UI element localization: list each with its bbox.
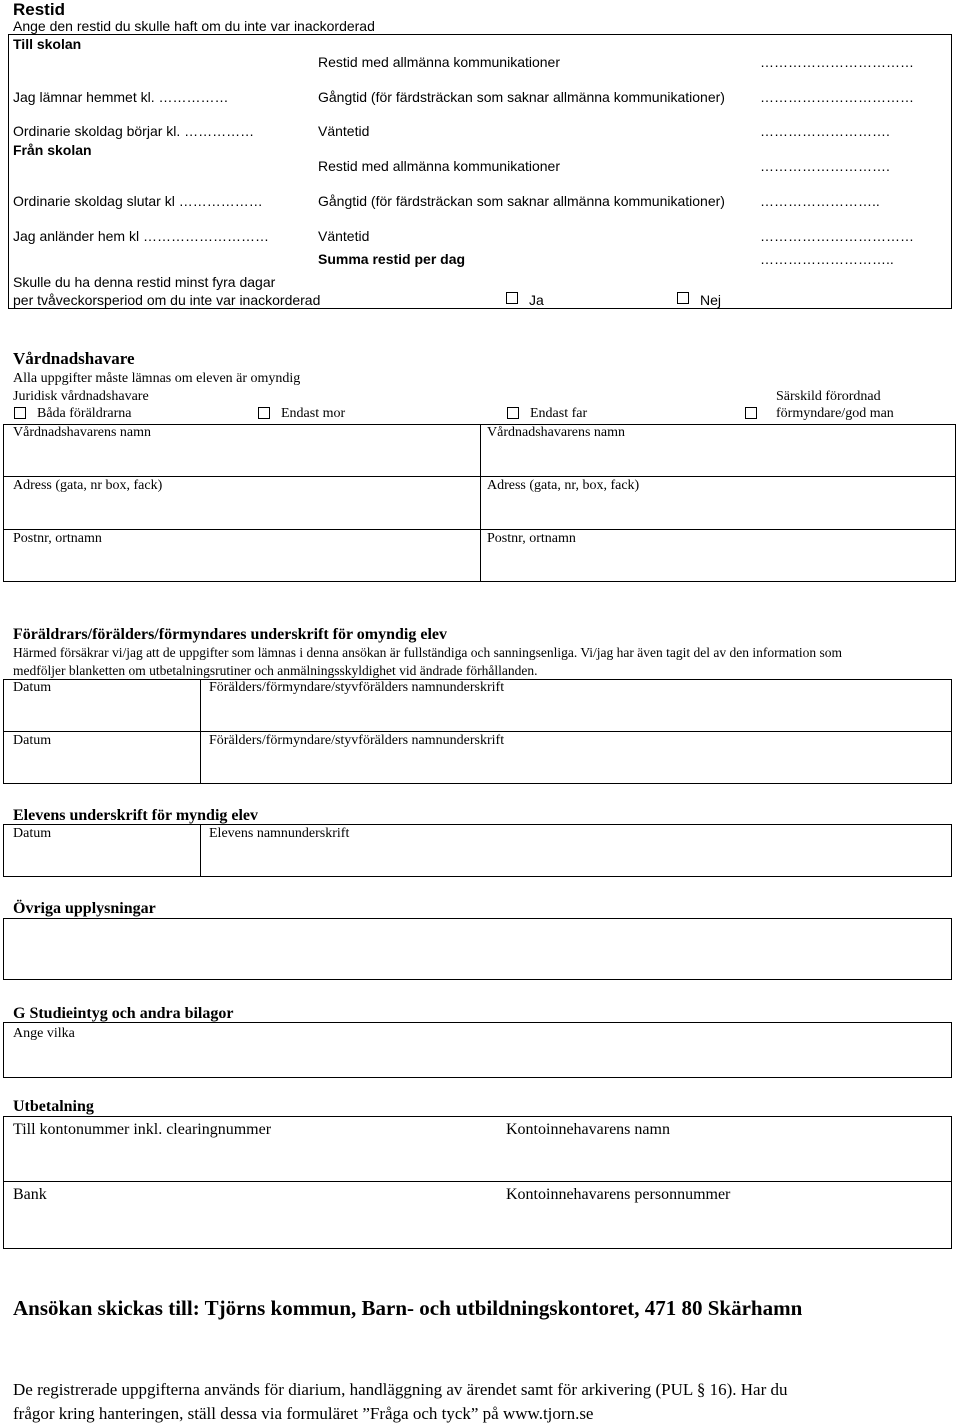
section-title-bilagor: G Studieintyg och andra bilagor xyxy=(13,1005,234,1022)
elev-namnunderskrift-field[interactable]: Elevens namnunderskrift xyxy=(209,826,350,841)
formyndare-label: förmyndare/god man xyxy=(776,406,894,421)
kontonummer-field[interactable]: Till kontonummer inkl. clearingnummer xyxy=(13,1121,272,1138)
formyndare-checkbox[interactable] xyxy=(745,407,757,419)
anlander-hem-field[interactable]: Jag anländer hem kl ……………………… xyxy=(13,228,269,244)
grid-divider xyxy=(480,424,481,582)
endast-far-label: Endast far xyxy=(530,406,588,421)
bada-foraldrarna-label: Båda föräldrarna xyxy=(37,406,132,421)
vardnadshavare-namn-field-left[interactable]: Vårdnadshavarens namn xyxy=(13,425,152,440)
adress-field-right[interactable]: Adress (gata, nr, box, fack) xyxy=(487,478,640,493)
gangtid-label-1: Gångtid (för färdsträckan som saknar allmänna kommunikationer) xyxy=(318,89,725,105)
restid-instruction: Ange den restid du skulle haft om du inte var inackorderad xyxy=(13,18,375,34)
footer-text-line1: De registrerade uppgifterna används för diarium, handläggning av ärendet samt för arkivering (PUL § 16). Har du xyxy=(13,1380,788,1399)
adress-field-left[interactable]: Adress (gata, nr box, fack) xyxy=(13,478,163,493)
skoldag-borjar-field[interactable]: Ordinarie skoldag börjar kl. …………… xyxy=(13,123,255,139)
grid-divider xyxy=(200,824,201,877)
dots-7[interactable]: ……………………….. xyxy=(760,251,894,267)
datum-field-1[interactable]: Datum xyxy=(13,680,52,695)
skoldag-slutar-field[interactable]: Ordinarie skoldag slutar kl ……………… xyxy=(13,193,263,209)
bank-field[interactable]: Bank xyxy=(13,1186,47,1203)
vardnadshavare-note: Alla uppgifter måste lämnas om eleven är omyndig xyxy=(13,371,301,386)
endast-far-checkbox[interactable] xyxy=(507,407,519,419)
footer-text-line2: frågor kring hanteringen, ställ dessa via formuläret ”Fråga och tyck” på www.tjorn.se xyxy=(13,1404,594,1423)
ovriga-field[interactable] xyxy=(3,918,952,980)
dots-6[interactable]: …………………………… xyxy=(760,228,914,244)
ansokan-skickas-till: Ansökan skickas till: Tjörns kommun, Barn- och utbildningskontoret, 471 80 Skärhamn xyxy=(13,1296,803,1320)
dots-1[interactable]: …………………………… xyxy=(760,54,914,70)
postnr-field-left[interactable]: Postnr, ortnamn xyxy=(13,531,102,546)
grid-row-line xyxy=(3,1181,952,1182)
fyra-dagar-question-line1: Skulle du ha denna restid minst fyra dagar xyxy=(13,274,276,290)
bilagor-sub: Ange vilka xyxy=(13,1026,75,1041)
summa-restid-label: Summa restid per dag xyxy=(318,251,466,267)
nej-label: Nej xyxy=(700,292,722,308)
fran-skolan-label: Från skolan xyxy=(13,142,92,158)
ja-checkbox[interactable] xyxy=(506,292,518,304)
dots-4[interactable]: ………………………. xyxy=(760,158,890,174)
datum-field-2[interactable]: Datum xyxy=(13,733,52,748)
dots-5[interactable]: …………………….. xyxy=(760,193,880,209)
dots-3[interactable]: ………………………. xyxy=(760,123,890,139)
vardnadshavare-namn-field-right[interactable]: Vårdnadshavarens namn xyxy=(487,425,626,440)
grid-row-line xyxy=(3,476,956,477)
section-title-utbetalning: Utbetalning xyxy=(13,1098,94,1115)
endast-mor-label: Endast mor xyxy=(281,406,346,421)
section-title-restid: Restid xyxy=(13,0,65,19)
endast-mor-checkbox[interactable] xyxy=(258,407,270,419)
lamnar-hemmet-field[interactable]: Jag lämnar hemmet kl. …………… xyxy=(13,89,229,105)
nej-checkbox[interactable] xyxy=(677,292,689,304)
bada-foraldrarna-checkbox[interactable] xyxy=(14,407,26,419)
section-title-vardnadshavare: Vårdnadshavare xyxy=(13,349,135,368)
namnunderskrift-field-1[interactable]: Förälders/förmyndare/styvförälders namnunderskrift xyxy=(209,680,505,695)
till-skolan-label: Till skolan xyxy=(13,36,82,52)
vantetid-label-1: Väntetid xyxy=(318,123,370,139)
underskrift-text-line1: Härmed försäkrar vi/jag att de uppgifter som lämnas i denna ansökan är fullständiga och sanningsenliga. Vi/jag har även tagit del av den information som xyxy=(13,645,842,660)
fyra-dagar-question-line2: per tvåveckorsperiod om du inte var inackorderad xyxy=(13,292,321,308)
postnr-field-right[interactable]: Postnr, ortnamn xyxy=(487,531,576,546)
namnunderskrift-field-2[interactable]: Förälders/förmyndare/styvförälders namnunderskrift xyxy=(209,733,505,748)
gangtid-label-2: Gångtid (för färdsträckan som saknar allmänna kommunikationer) xyxy=(318,193,725,209)
ja-label: Ja xyxy=(529,292,544,308)
grid-row-line xyxy=(3,731,952,732)
allmanna-label-2: Restid med allmänna kommunikationer xyxy=(318,158,560,174)
elev-grid xyxy=(3,824,952,877)
vantetid-label-2: Väntetid xyxy=(318,228,370,244)
sarskild-label: Särskild förordnad xyxy=(776,389,881,404)
section-title-underskrift: Föräldrars/förälders/förmyndares underskrift för omyndig elev xyxy=(13,626,448,643)
grid-row-line xyxy=(3,529,956,530)
allmanna-label-1: Restid med allmänna kommunikationer xyxy=(318,54,560,70)
kontoinnehavare-namn-field[interactable]: Kontoinnehavarens namn xyxy=(506,1121,670,1138)
elev-datum-field[interactable]: Datum xyxy=(13,826,52,841)
dots-2[interactable]: …………………………… xyxy=(760,89,914,105)
bilagor-field[interactable] xyxy=(3,1022,952,1078)
kontoinnehavare-personnummer-field[interactable]: Kontoinnehavarens personnummer xyxy=(506,1186,731,1203)
underskrift-text-line2: medföljer blanketten om utbetalningsrutiner och anmälningsskyldighet vid ändrade förhållanden. xyxy=(13,663,538,678)
section-title-ovriga: Övriga upplysningar xyxy=(13,900,156,917)
section-title-elev: Elevens underskrift för myndig elev xyxy=(13,807,259,824)
juridisk-label: Juridisk vårdnadshavare xyxy=(13,389,149,404)
